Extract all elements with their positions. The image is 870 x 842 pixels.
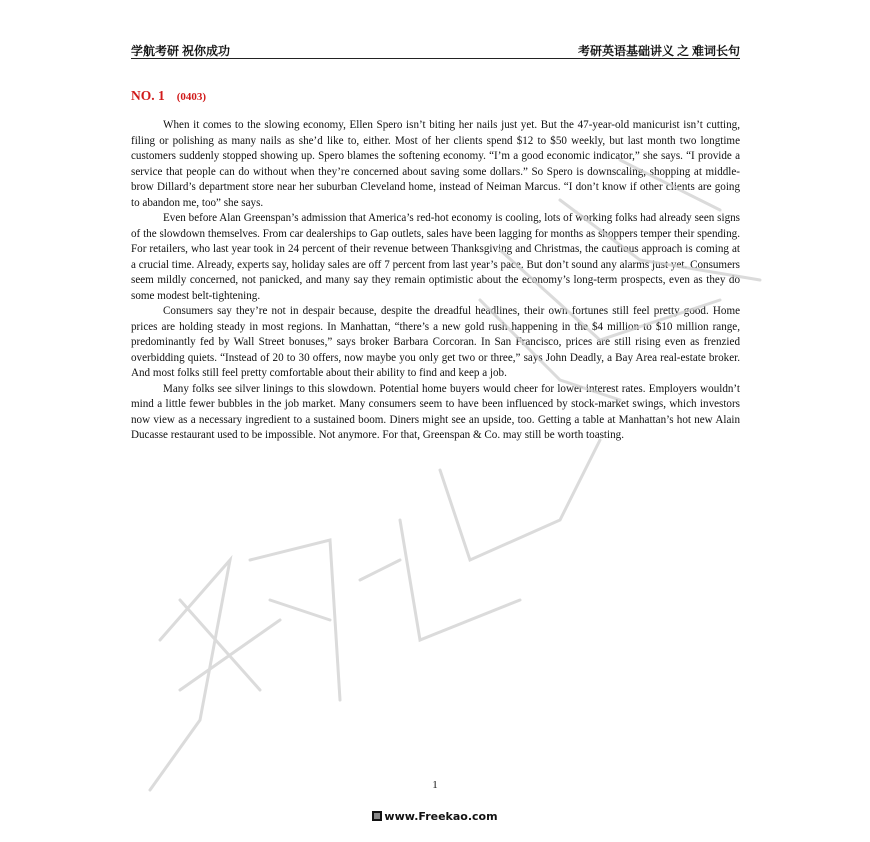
site-logo-icon [372, 811, 382, 821]
article-body [131, 118, 740, 444]
paragraph-4: Many folks see silver linings to this slowdown. Potential home buyers would cheer for lower interest rates. Employers wouldn’t mind a little fewer bubbles in the job market. Many consumers seem to have been influenced by stock-market swings, which investors now view as a necessary ingredient to a sustained boom. Diners might see an upside, too. Getting a table at Manhattan’s hot new Alain Ducasse restaurant used to be impossible. Not anymore. For that, Greenspan & Co. may still be worth toasting. [131, 382, 740, 441]
header-right-text: 考研英语基础讲义 之 难词长句 [577, 44, 740, 58]
footer-url: www.Freekao.com [384, 810, 498, 823]
section-title-code: (0403) [176, 91, 207, 103]
paragraph-1: When it comes to the slowing economy, Ellen Spero isn’t biting her nails just yet. But the 47-year-old manicurist isn’t cutting, filing or polishing as many nails as she’d like to, either. Most of her clients spend $12 to $50 weekly, but last month two longtime customers suddenly stopped showing up. Spero blames the softening economy. “I’m a good economic indicator,” she says. “I provide a service that people can do without when they’re concerned about saving some dollars.” So Spero is downscaling, shopping at middle-brow Dillard’s department store near her suburban Cleveland home, instead of Neiman Marcus. “I don’t know if other clients are going to abandon me, too” she says. [131, 119, 740, 209]
page-number: 1 [432, 779, 438, 791]
page-footer [0, 810, 870, 823]
paragraph-3: Consumers say they’re not in despair because, despite the dreadful headlines, their own fortunes still feel pretty good. Home prices are holding steady in most regions. In Manhattan, “there’s a new gold rush happening in the $4 million to $10 million range, predominantly fed by Wall Street bonuses,” says broker Barbara Corcoran. In San Francisco, prices are still rising even as frenzied overbidding quiets. “Instead of 20 to 30 offers, now maybe you only get two or three,” says John Deadly, a Bay Area real-estate broker. And most folks still feel pretty comfortable about their ability to find and keep a job. [131, 305, 740, 379]
section-title [131, 88, 206, 104]
header-left-text: 学航考研 祝你成功 [131, 44, 231, 58]
section-title-label: NO. 1 [131, 88, 165, 103]
paragraph-2: Even before Alan Greenspan’s admission that America’s red-hot economy is cooling, lots of working folks had already seen signs of the slowdown themselves. From car dealerships to Gap outlets, sales have been lagging for months as shoppers temper their spending. For retailers, who last year took in 24 percent of their revenue between Thanksgiving and Christmas, the cautious approach is coming at a crucial time. Already, experts say, holiday sales are off 7 percent from last year’s pace. But don’t sound any alarms just yet. Consumers seem mildly concerned, not panicked, and many say they remain optimistic about the economy’s long-term prospects, even as they do some modest belt-tightening. [131, 212, 740, 302]
header-divider [131, 58, 740, 59]
